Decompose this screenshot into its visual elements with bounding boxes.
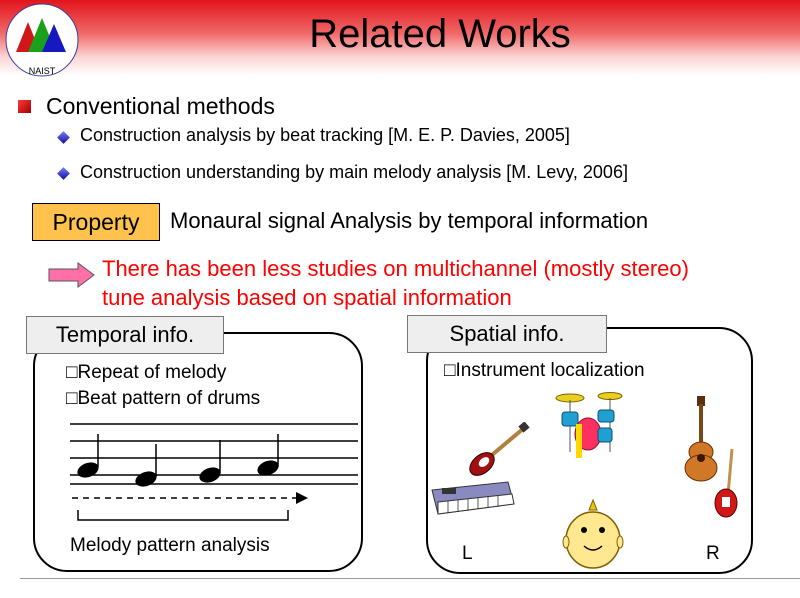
footer-divider — [20, 578, 800, 579]
diamond-bullet-icon — [57, 131, 70, 144]
sub-bullet-davies: Construction analysis by beat tracking [M. E. P. Davies, 2005] — [80, 125, 570, 145]
right-arrow-icon — [48, 262, 96, 288]
red-electric-guitar-icon — [710, 445, 746, 523]
bullet-square-icon — [18, 100, 31, 113]
svg-text:NAIST: NAIST — [28, 66, 56, 76]
left-channel-label: L — [462, 543, 473, 564]
highlight-line-2: tune analysis based on spatial information — [102, 285, 512, 310]
electric-guitar-icon — [466, 422, 530, 478]
highlight-line-1: There has been less studies on multichannel (mostly stereo) — [102, 256, 689, 281]
diamond-bullet-icon — [57, 167, 70, 180]
property-text: Monaural signal Analysis by temporal information — [170, 208, 649, 233]
drum-kit-icon — [552, 388, 624, 466]
spatial-info-label: Spatial info. — [407, 315, 607, 353]
naist-logo — [2, 0, 82, 82]
spatial-item-localization: □Instrument localization — [444, 360, 645, 381]
slide-title: Related Works — [309, 12, 571, 56]
temporal-item-repeat: □Repeat of melody — [66, 362, 227, 383]
music-staff — [66, 418, 362, 528]
melody-pattern-caption: Melody pattern analysis — [70, 535, 270, 556]
keyboard-icon — [428, 478, 516, 520]
property-label: Property — [32, 203, 160, 241]
temporal-item-beat: □Beat pattern of drums — [66, 388, 261, 409]
bullet-conventional-methods: Conventional methods — [46, 93, 275, 119]
temporal-info-label: Temporal info. — [26, 316, 224, 354]
listener-face-icon — [562, 498, 624, 572]
right-channel-label: R — [706, 543, 720, 564]
sub-bullet-levy: Construction understanding by main melody analysis [M. Levy, 2006] — [80, 162, 628, 182]
